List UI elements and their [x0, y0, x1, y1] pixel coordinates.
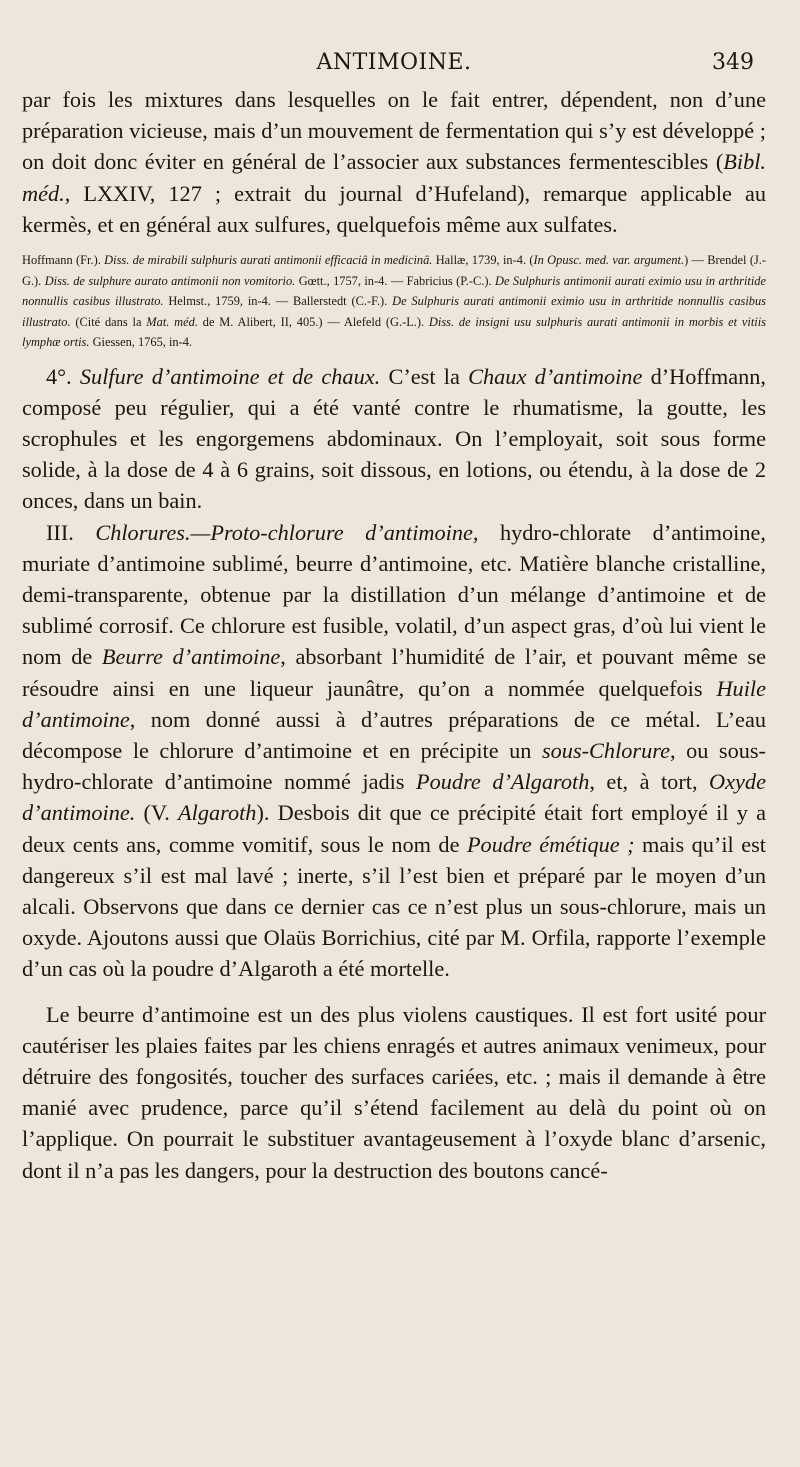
paragraph-fermentation: par fois les mixtures dans lesquelles on le fait entrer, dépendent, non d’une préparation vicieuse, mais d’un mouvement de fermentation qui s’y est développé ; on doit donc éviter en général de l’associer aux substances fermentescibles (Bibl. méd., LXXIV, 127 ; extrait du journal d’Hufeland), remarque applicable au kermès, et en général aux sulfures, quelquefois même aux sulfates. — [22, 87, 766, 237]
section-title: Sulfure d’antimoine et de chaux. — [79, 363, 381, 389]
page-header — [22, 46, 766, 84]
paragraph-sulfure-chaux: 4°. Sulfure d’antimoine et de chaux. C’est la Chaux d’antimoine d’Hoffmann, composé peu régulier, qui a été vanté contre le rhumatisme, la goutte, les scrophules et les engorgemens abdominaux. On l’employait, soit sous forme solide, à la dose de 4 à 6 grains, soit dissous, en lotions, ou étendu, à la dose de 2 onces, dans un bain. — [22, 363, 766, 514]
citation: Bibl. méd. — [22, 149, 766, 206]
paragraph-chlorures: III. Chlorures.—Proto-chlorure d’antimoine, hydro-chlorate d’antimoine, muriate d’antimoine sublimé, beurre d’antimoine, etc. Matière blanche cristalline, demi-transparente, obtenue par la distillation d’un mélange d’antimoine et de sublimé corrosif. Ce chlorure est fusible, volatil, d’un aspect gras, d’où lui vient le nom de Beurre d’antimoine, absorbant l’humidité de l’air, et pouvant même se résoudre ainsi en une liqueur jaunâtre, qu’on a nommée quelquefois Huile d’antimoine, nom donné aussi à d’autres préparations de ce métal. L’eau décompose le chlorure d’antimoine et en précipite un sous-Chlorure, ou sous-hydro-chlorate d’antimoine nommé jadis Poudre d’Algaroth, et, à tort, Oxyde d’antimoine. (V. Algaroth). Desbois dit que ce précipité était fort employé il y a deux cents ans, comme vomitif, sous le nom de Poudre émétique ; mais qu’il est dangereux s’il est mal lavé ; inerte, s’il l’est bien et préparé par le moyen d’un alcali. Observons que dans ce dernier cas ce n’est plus un sous-chlorure, mais un oxyde. Ajoutons aussi que Olaüs Borrichius, cité par M. Orfila, rapporte l’exemple d’un cas où la poudre d’Algaroth a été mortelle. — [22, 519, 766, 982]
paragraph-beurre-caustique: Le beurre d’antimoine est un des plus violens caustiques. Il est fort usité pour cautériser les plaies faites par les chiens enragés et autres animaux venimeux, pour détruire des fongosités, toucher des surfaces cariées, etc. ; mais il demande à être manié avec prudence, parce qu’il s’étend facilement au delà du point où on l’applique. On pourrait le substituer avantageusement à l’oxyde blanc d’arsenic, dont il n’a pas les dangers, pour la destruction des boutons cancé- — [22, 1001, 766, 1183]
page-number: 349 — [712, 50, 754, 75]
bibliography-note: Hoffmann (Fr.). Diss. de mirabili sulphuris aurati antimonii efficaciâ in medicinâ. Hallæ, 1739, in-4. (In Opusc. med. var. argument.) — Brendel (J.-G.). Diss. de sulphure aurato antimonii non vomitorio. Gœtt., 1757, in-4. — Fabricius (P.-C.). De Sulphuris antimonii aurati eximio usu in arthritide nonnullis casibus illustrato. Helmst., 1759, in-4. — Ballerstedt (C.-F.). De Sulphuris aurati antimonii eximio usu in arthritide nonnullis casibus illustrato. (Cité dans la Mat. méd. de M. Alibert, II, 405.) — Alefeld (G.-L.). Diss. de insigni usu sulphuris aurati antimonii in morbis et vitiis lymphæ ortis. Giessen, 1765, in-4. — [22, 253, 766, 350]
section-title: Chlorures.—Proto-chlorure d’antimoine, — [95, 519, 479, 545]
running-title: ANTIMOINE. — [316, 50, 472, 75]
